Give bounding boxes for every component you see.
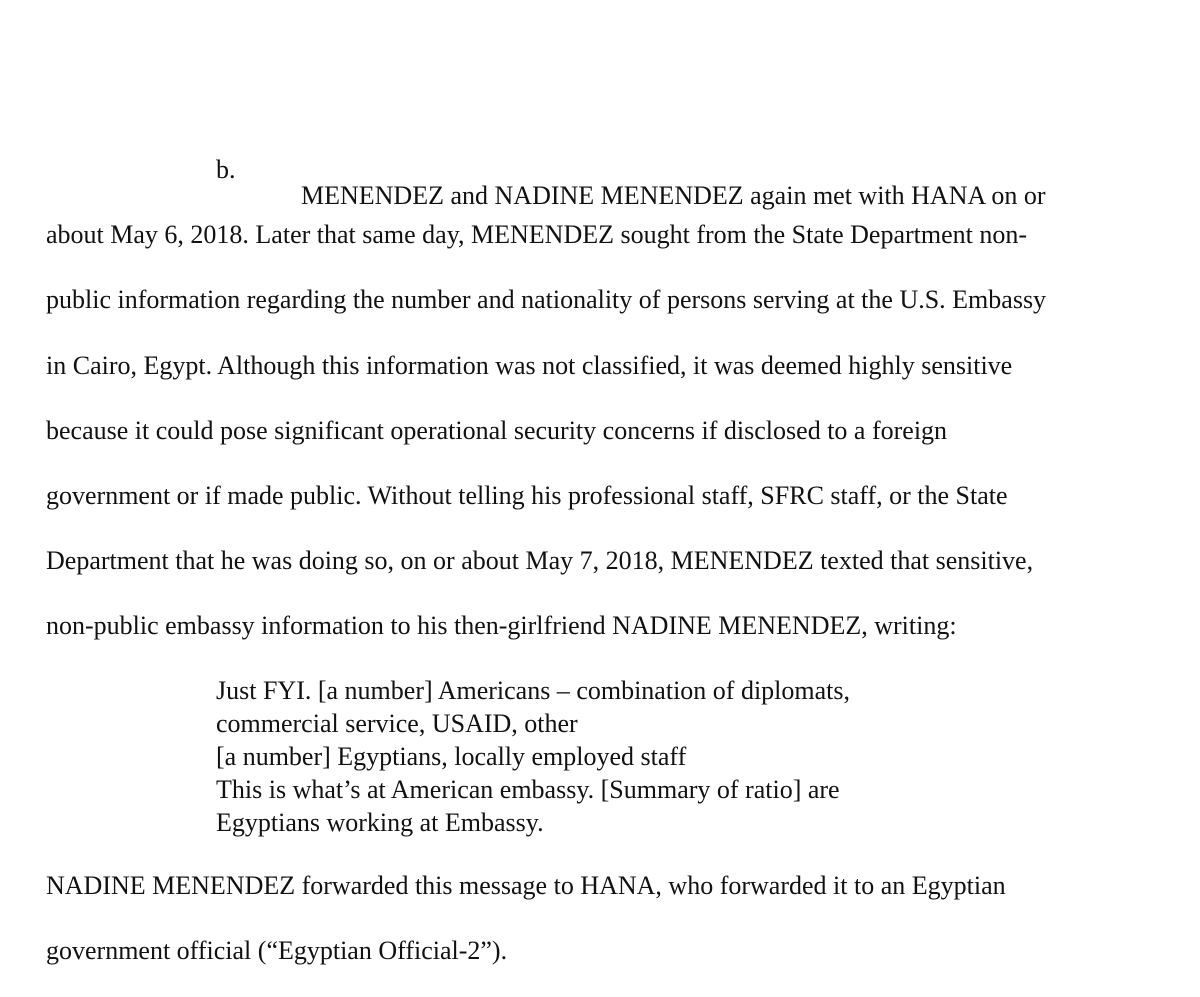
quote-line: commercial service, USAID, other	[216, 709, 578, 738]
paragraph-line: Department that he was doing so, on or about May 7, 2018, MENENDEZ texted that sensitive,	[46, 546, 1034, 575]
paragraph-line: government or if made public. Without telling his professional staff, SFRC staff, or the State	[46, 481, 1008, 510]
paragraph-line: MENENDEZ and NADINE MENENDEZ again met with HANA on or	[301, 181, 1046, 210]
quote-line: This is what’s at American embassy. [Summary of ratio] are	[216, 775, 840, 804]
quote-line: [a number] Egyptians, locally employed staff	[216, 742, 687, 771]
paragraph-line: public information regarding the number and nationality of persons serving at the U.S. Embassy	[46, 285, 1047, 314]
closing-line: government official (“Egyptian Official-2”).	[46, 936, 508, 965]
closing-line: NADINE MENENDEZ forwarded this message to HANA, who forwarded it to an Egyptian	[46, 871, 1006, 900]
paragraph-line: in Cairo, Egypt. Although this information was not classified, it was deemed highly sensitive	[46, 351, 1013, 380]
paragraph-line: because it could pose significant operational security concerns if disclosed to a foreign	[46, 416, 948, 445]
paragraph-marker: b.	[216, 155, 236, 184]
quote-line: Just FYI. [a number] Americans – combination of diplomats,	[216, 676, 851, 705]
paragraph-line: about May 6, 2018. Later that same day, MENENDEZ sought from the State Department non-	[46, 220, 1028, 249]
quote-line: Egyptians working at Embassy.	[216, 808, 544, 837]
paragraph-line: non-public embassy information to his then-girlfriend NADINE MENENDEZ, writing:	[46, 611, 957, 640]
